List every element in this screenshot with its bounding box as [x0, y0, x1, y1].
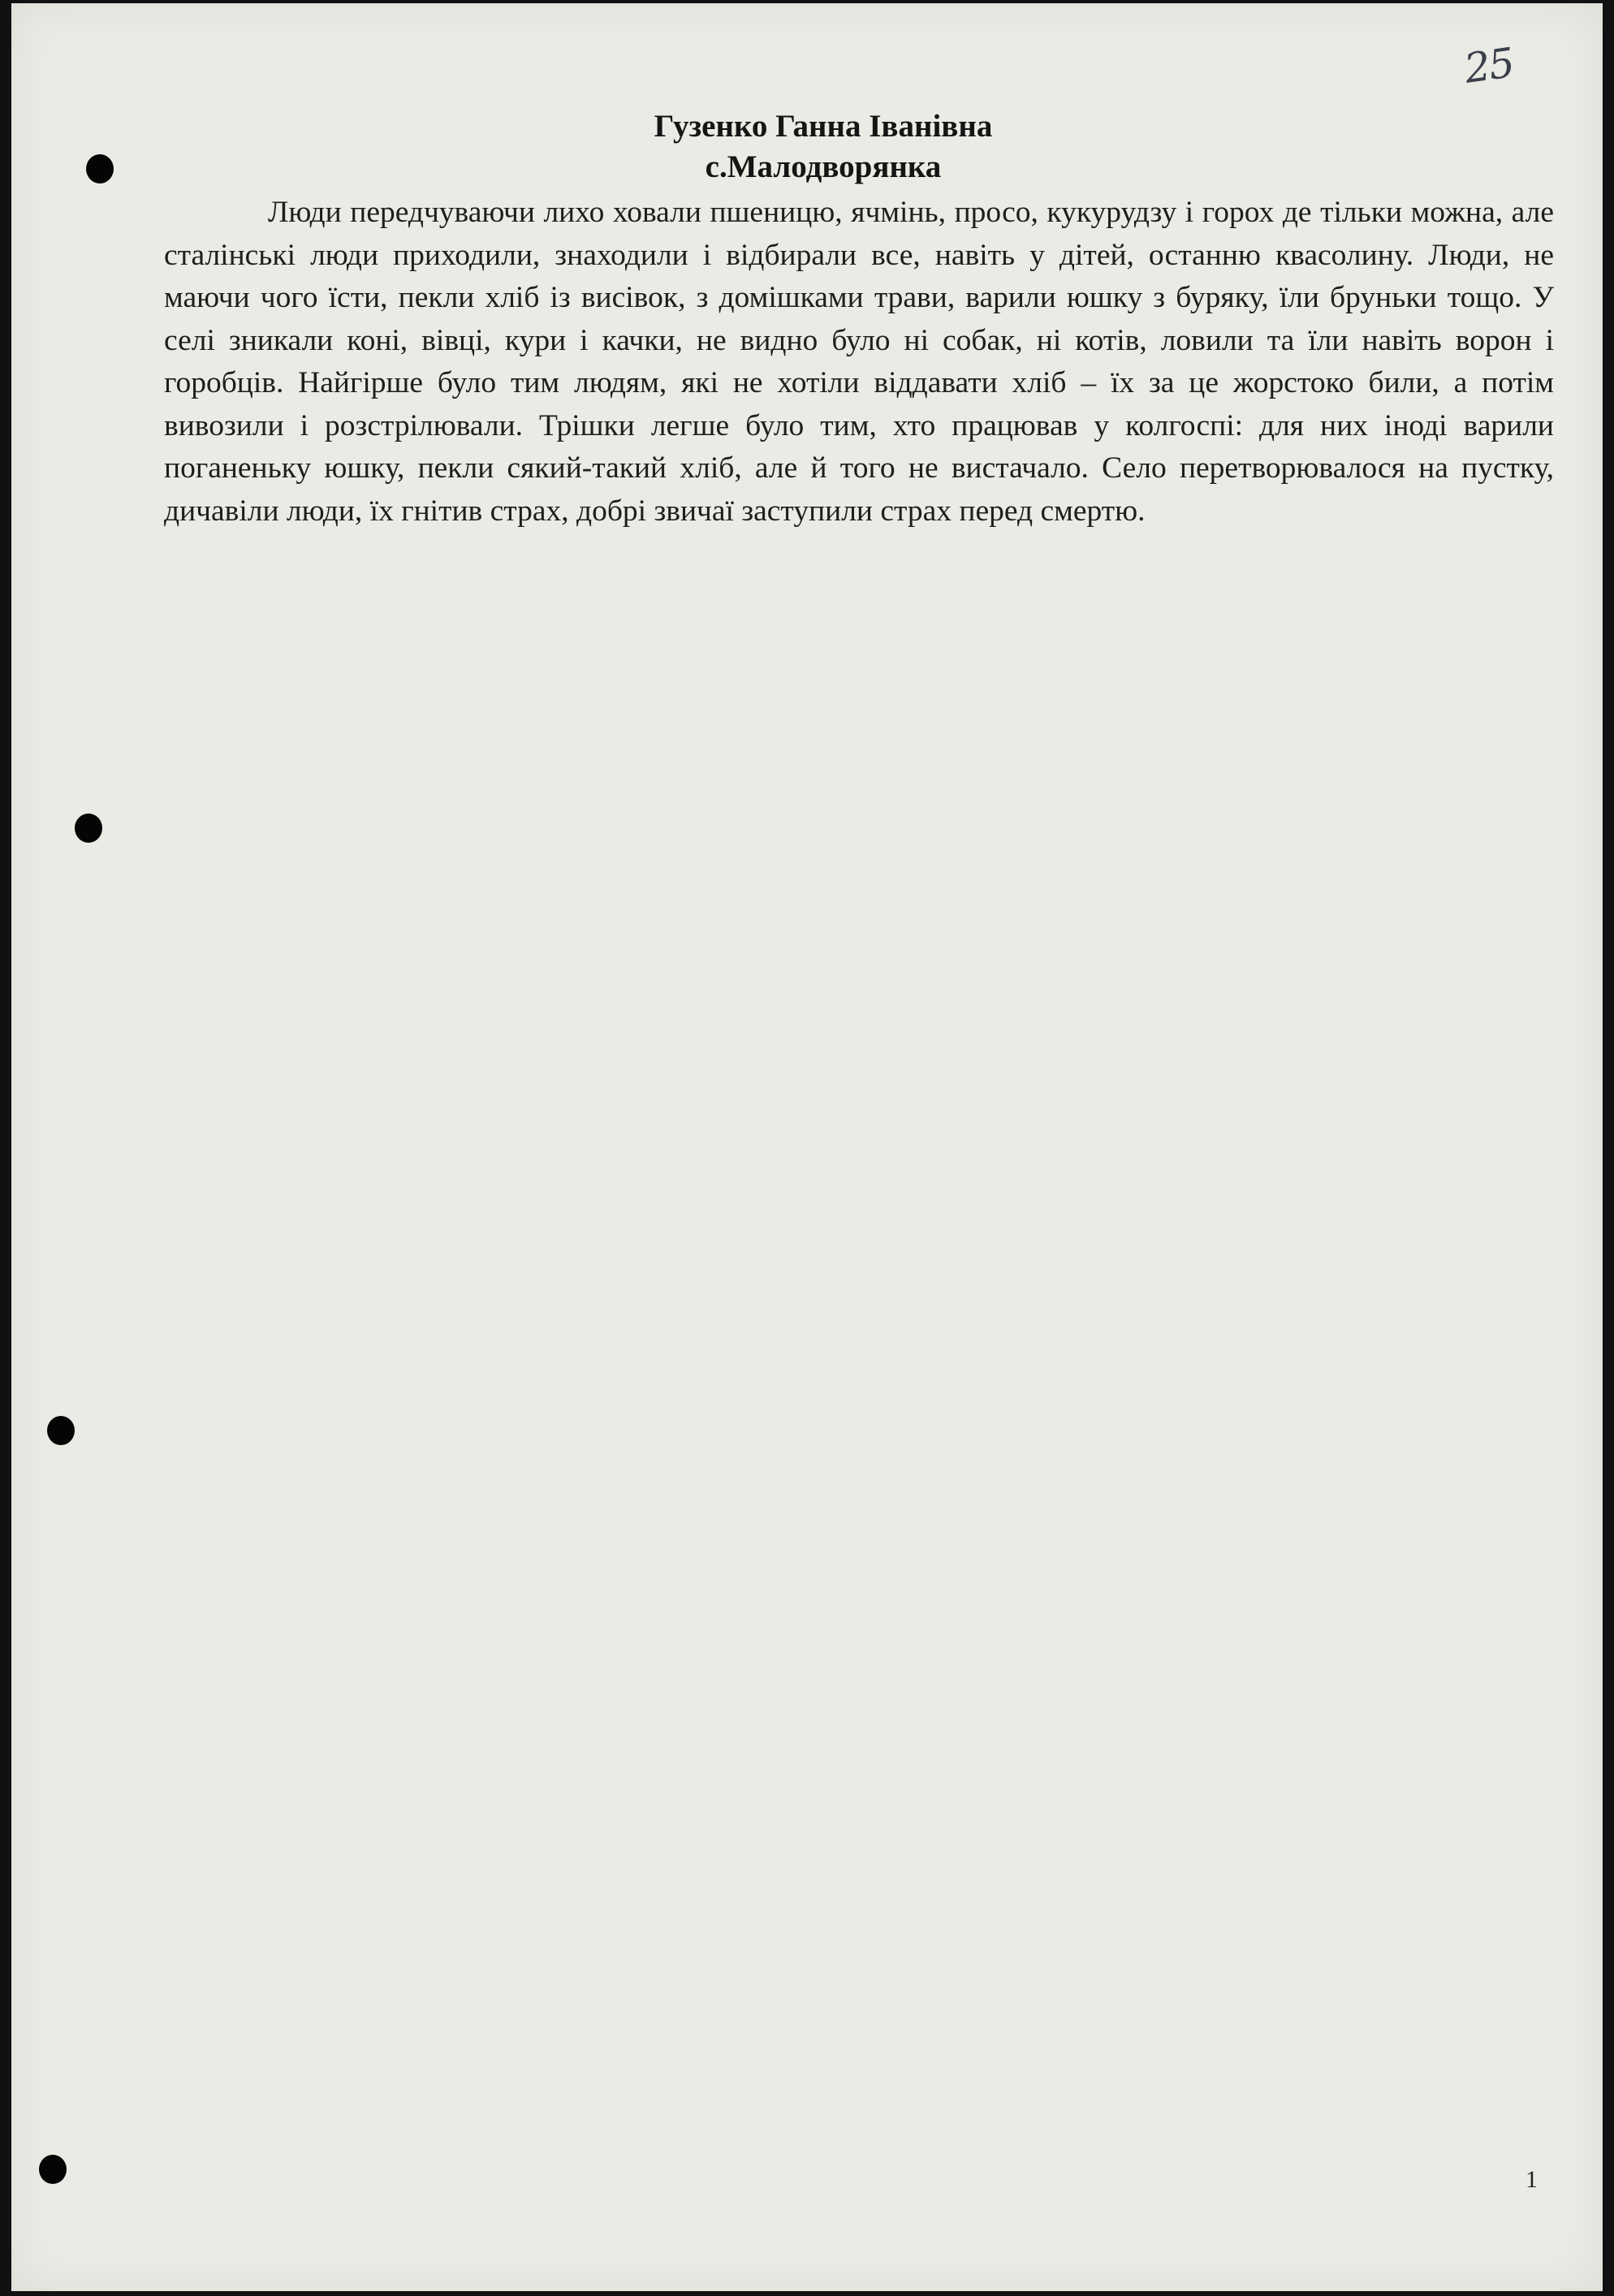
document-title-village: с.Малодворянка	[705, 149, 942, 184]
punch-hole	[47, 1416, 75, 1445]
document-title-name: Гузенко Ганна Іванівна	[654, 109, 993, 144]
punch-hole	[75, 814, 102, 843]
page-number: 1	[1526, 2166, 1538, 2193]
handwritten-folio-number: 25	[1461, 39, 1517, 93]
testimony-paragraph: Люди передчуваючи лихо ховали пшеницю, ячмінь, просо, кукурудзу і горох де тільки можна, але сталінські люди приходили, знаходили і відбирали все, навіть у дітей, останню квасолину. Люди, не маючи чого їсти, пекли хліб із висівок, з домішками трави, варили юшку з буряку, їли бруньки тощо. У селі зникали коні, вівці, кури і качки, не видно було ні собак, ні котів, ловили та їли навіть ворон і горобців. Найгірше було тим людям, які не хотіли віддавати хліб – їх за це жорстоко били, а потім вивозили і розстрілювали. Трішки легше було тим, хто працював у колгоспі: для них іноді варили поганеньку юшку, пекли сякий-такий хліб, але й того не вистачало. Село перетворювалося на пустку, дичавіли люди, їх гнітив страх, добрі звичаї заступили страх перед смертю.	[164, 196, 1554, 528]
document-page	[11, 3, 1603, 2291]
punch-hole	[39, 2155, 67, 2184]
